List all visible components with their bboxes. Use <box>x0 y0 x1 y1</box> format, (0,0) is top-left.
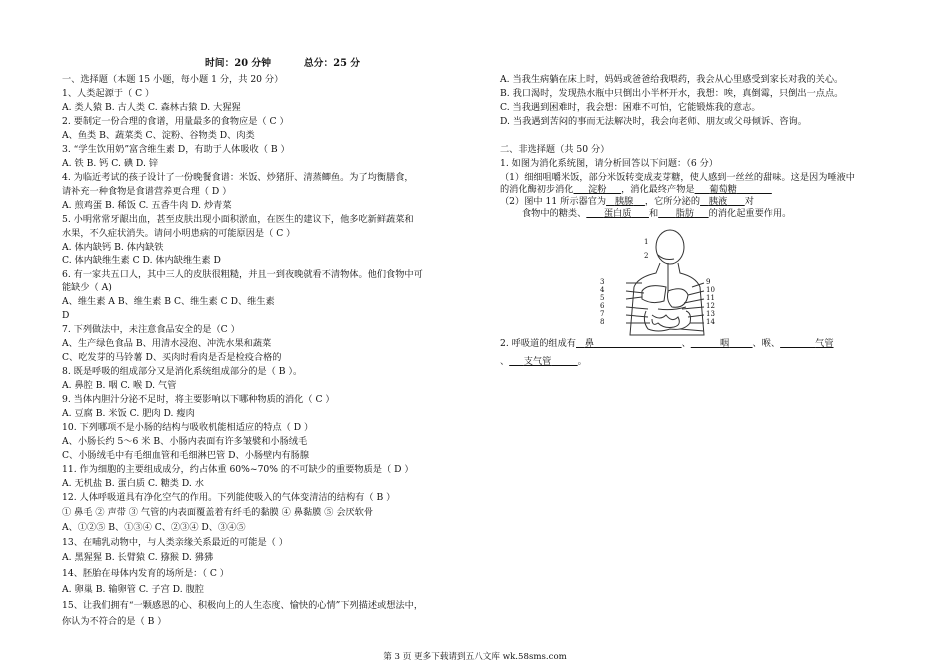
q1-text: ，它所分泌的 <box>644 196 701 207</box>
question-line: B. 我口渴时，发现热水瓶中只倒出小半杯开水，我想：唉，真倒霉，只倒出一点点。 <box>500 88 844 99</box>
diagram-label: 7 <box>600 310 605 318</box>
q1-part1-text: （1）细细咀嚼米饭，部分米饭转变成麦芽糖，使人感到一丝丝的甜味。这是因为唾液中 <box>500 172 855 183</box>
diagram-label: 5 <box>600 294 605 302</box>
question-line: A. 类人猿 B. 古人类 C. 森林古猿 D. 大猩猩 <box>62 102 241 113</box>
q1-part2-line1 <box>500 196 754 208</box>
answer-blank <box>574 184 622 195</box>
answer-blank <box>576 338 682 349</box>
question-line: 12. 人体呼吸道具有净化空气的作用。下列能使吸入的气体变清洁的结构有（ B ） <box>62 492 396 503</box>
answer-blank <box>586 208 649 219</box>
question-line: 7. 下列做法中，未注意食品安全的是（C ） <box>62 324 240 335</box>
diagram-label: 8 <box>600 318 605 326</box>
answer-starch: 淀粉 <box>588 184 607 195</box>
question-line: 9. 当体内胆汁分泌不足时，将主要影响以下哪种物质的消化（ C ） <box>62 394 335 405</box>
question-line: 能缺少（ A) <box>62 282 112 293</box>
diagram-label: 12 <box>706 302 715 310</box>
q2-text: 。 <box>577 356 587 367</box>
question-line: C、吃发芽的马铃薯 D、买肉时看肉是否是检疫合格的 <box>62 352 282 363</box>
question-line: C. 当我遇到困难时，我会想：困难不可怕，它能锻炼我的意志。 <box>500 102 761 113</box>
question-line: 13、在哺乳动物中，与人类亲缘关系最近的可能是（ ） <box>62 537 288 548</box>
question-line: 二、非选择题（共 50 分） <box>500 144 610 155</box>
question-line: A. 黑猩猩 B. 长臂猿 C. 猕猴 D. 狒狒 <box>62 552 214 563</box>
diagram-label: 9 <box>706 278 711 286</box>
q2-text: 、 <box>500 356 510 367</box>
question-line: A、①②⑤ B、①③④ C、②③④ D、③④⑤ <box>62 522 246 533</box>
question-line: 你认为不符合的是（ B ） <box>62 616 167 627</box>
q1-text: 对 <box>744 196 754 207</box>
answer-blank <box>691 338 753 349</box>
question-line: A. 当我生病躺在床上时，妈妈或爸爸给我喂药，我会从心里感受到家长对我的关心。 <box>500 74 844 85</box>
diagram-label: 11 <box>706 294 715 302</box>
question-line: 4. 为临近考试的孩子设计了一份晚餐食谱：米饭、炒猪肝、清蒸鲫鱼。为了均衡膳食， <box>62 172 414 183</box>
question-line: A、小肠长约 5～6 米 B、小肠内表面有许多皱襞和小肠绒毛 <box>62 436 308 447</box>
answer-glucose: 葡萄糖 <box>709 184 737 195</box>
q1-text: 食物中的糖类、 <box>522 208 587 219</box>
question-line: 8. 既是呼吸的组成部分又是消化系统组成部分的是（ B ）。 <box>62 366 303 377</box>
diagram-label: 6 <box>600 302 605 310</box>
question-line: 请补充一种食物是食谱营养更合理（ D ） <box>62 186 232 197</box>
question-line: A、维生素 A B、维生素 B C、维生素 C D、维生素 <box>62 296 275 307</box>
question-line: 2. 要制定一份合理的食谱，用量最多的食物应是（ C ） <box>62 116 289 127</box>
answer-blank <box>606 196 645 207</box>
q2-text: 、 <box>681 338 691 349</box>
page-footer: 第 3 页 更多下载请到五八文库 wk.58sms.com <box>383 652 567 662</box>
diagram-label: 4 <box>600 286 605 294</box>
diagram-label: 14 <box>706 318 715 326</box>
question-line: 3. “学生饮用奶”富含维生素 D，有助于人体吸收（ B ） <box>62 144 290 155</box>
question-line: A. 鼻腔 B. 咽 C. 喉 D. 气管 <box>62 380 177 391</box>
answer-fat: 脂肪 <box>675 208 695 219</box>
answer-trachea: 气管 <box>815 338 834 349</box>
q2-line1 <box>500 338 834 350</box>
diagram-label: 3 <box>600 278 605 286</box>
q2-text: 2. 呼吸道的组成有 <box>500 338 576 349</box>
question-line: A、生产绿色食品 B、用清水浸泡、冲洗水果和蔬菜 <box>62 338 272 349</box>
question-line: A. 铁 B. 钙 C. 碘 D. 锌 <box>62 158 159 169</box>
question-line: D <box>62 310 70 321</box>
question-line: C、小肠绒毛中有毛细血管和毛细淋巴管 D、小肠壁内有肠腺 <box>62 450 310 461</box>
time-label: 时间：20 分钟 <box>205 58 272 69</box>
answer-blank <box>695 184 772 195</box>
total-score-label: 总分：25 分 <box>303 58 361 69</box>
question-line: D. 当我遇到苦闷的事而无法解决时，我会向老师、朋友或父母倾诉、咨询。 <box>500 116 807 127</box>
question-line: A. 体内缺钙 B. 体内缺铁 <box>62 242 164 253</box>
q1-part2-line2 <box>522 208 791 220</box>
q1-text: （2）图中 11 所示器官为 <box>500 196 607 207</box>
answer-blank <box>700 196 745 207</box>
question-line: 5. 小明常常牙龈出血，甚至皮肤出现小面积淤血，在医生的建议下，他多吃新鲜蔬菜和 <box>62 214 414 225</box>
question-line: 6. 有一家共五口人，其中三人的皮肤很粗糙，并且一到夜晚就看不清物体。他们食物中可 <box>62 269 423 280</box>
question-line: 一、选择题（本题 15 小题，每小题 1 分，共 20 分） <box>62 74 284 85</box>
answer-pancreatic-juice: 胰液 <box>708 196 728 207</box>
answer-nose: 鼻 <box>584 338 594 349</box>
answer-pharynx: 咽 <box>719 338 730 349</box>
answer-protein: 蛋白质 <box>603 208 632 219</box>
diagram-label: 13 <box>706 310 715 318</box>
question-line: 14、胚胎在母体内发育的场所是：（ C ） <box>62 568 229 579</box>
answer-blank <box>658 208 709 219</box>
question-line: A、鱼类 B、蔬菜类 C、淀粉、谷物类 D、肉类 <box>62 130 255 141</box>
question-line: 1、人类起源于（ C ） <box>62 88 155 99</box>
q2-line2 <box>500 356 587 368</box>
diagram-label: 1 <box>644 238 649 246</box>
question-line: A. 煎鸡蛋 B. 稀饭 C. 五香牛肉 D. 炒青菜 <box>62 200 232 211</box>
question-line: 11. 作为细胞的主要组成成分，约占体重 60%~70% 的不可缺少的重要物质是（ D ） <box>62 464 414 475</box>
diagram-label: 10 <box>706 286 715 294</box>
q1-text: 和 <box>648 208 659 219</box>
question-line: C. 体内缺维生素 C D. 体内缺维生素 D <box>62 255 221 266</box>
answer-blank <box>780 338 833 349</box>
q1-text: 的消化起重要作用。 <box>708 208 792 219</box>
q1-text: ，消化最终产物是 <box>621 184 695 195</box>
answer-blank <box>509 356 577 367</box>
question-line: 15、让我们拥有“一颗感恩的心、积极向上的人生态度、愉快的心情”下列描述或想法中， <box>62 600 424 611</box>
q1-part1-line2 <box>500 184 772 196</box>
question-line: ① 鼻毛 ② 声带 ③ 气管的内表面覆盖着有纤毛的黏膜 ④ 鼻黏膜 ⑤ 会厌软骨 <box>62 507 374 518</box>
digestive-system-diagram <box>608 225 718 343</box>
question-line: A. 无机盐 B. 蛋白质 C. 糖类 D. 水 <box>62 478 204 489</box>
answer-bronchi: 支气管 <box>523 356 552 367</box>
question-line: 10. 下列哪项不是小肠的结构与吸收机能相适应的特点（ D ） <box>62 422 314 433</box>
diagram-label: 2 <box>644 252 649 260</box>
q2-text: 、喉、 <box>752 338 781 349</box>
question-line: A. 卵巢 B. 输卵管 C. 子宫 D. 腹腔 <box>62 584 204 595</box>
q1-text: 的消化酶初步消化 <box>500 184 574 195</box>
q1-part1-line1 <box>500 172 855 184</box>
question-line: 水果，不久症状消失。请问小明患病的可能原因是（ C ） <box>62 228 296 239</box>
exam-header <box>205 58 360 70</box>
answer-pancreas: 胰腺 <box>614 196 634 207</box>
question-line: A. 豆腐 B. 米饭 C. 肥肉 D. 瘦肉 <box>62 408 195 419</box>
question-line: 1. 如图为消化系统图，请分析回答以下问题：（6 分） <box>500 158 718 169</box>
